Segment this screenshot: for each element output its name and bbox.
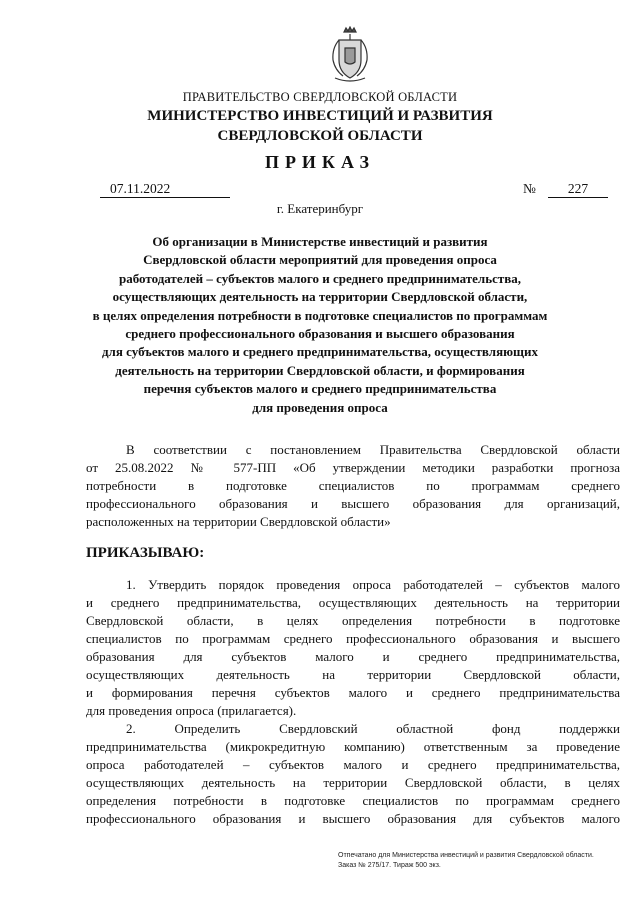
body-line: В соответствии с постановлением Правительства Свердловской области	[126, 442, 620, 457]
body-line: расположенных на территории Свердловской области»	[86, 514, 391, 529]
order-date: 07.11.2022	[100, 181, 230, 198]
body-line: Свердловской области, в целях определения потребности в подготовке	[86, 613, 620, 628]
body-line: и среднего предпринимательства, осуществляющих деятельность на территории	[86, 595, 620, 610]
body-line: определения потребности в подготовке специалистов по программам среднего	[86, 793, 620, 808]
title-line: осуществляющих деятельность на территории Свердловской области,	[112, 289, 528, 305]
ministry-line: МИНИСТЕРСТВО ИНВЕСТИЦИЙ И РАЗВИТИЯ	[147, 108, 493, 124]
body-line: 2. Определить Свердловский областной фонд поддержки	[126, 721, 620, 736]
order-items	[86, 576, 620, 828]
title-line: работодателей – субъектов малого и среднего предпринимательства,	[118, 270, 522, 286]
body-line: потребности в подготовке специалистов по программам среднего	[86, 478, 620, 493]
footer-line: Отпечатано для Министерства инвестиций и развития Свердловской области.	[338, 852, 594, 859]
title-line: для субъектов малого и среднего предпринимательства, осуществляющих	[101, 344, 538, 360]
title-line: для проведения опроса	[252, 399, 388, 415]
ministry-line: СВЕРДЛОВСКОЙ ОБЛАСТИ	[217, 128, 423, 144]
body-line: специалистов по программам среднего профессионального образования и высшего	[86, 631, 620, 646]
body-line: осуществляющих деятельность на территории Свердловской области,	[86, 667, 620, 682]
title-line: Об организации в Министерстве инвестиций и развития	[152, 234, 488, 249]
government-name: ПРАВИТЕЛЬСТВО СВЕРДЛОВСКОЙ ОБЛАСТИ	[182, 90, 458, 104]
decree-heading: ПРИКАЗЫВАЮ:	[86, 545, 205, 561]
date-number-row	[100, 181, 620, 201]
title-line: Свердловской области мероприятий для проведения опроса	[143, 252, 497, 268]
title-line: перечня субъектов малого и среднего предпринимательства	[143, 381, 497, 397]
body-line: от 25.08.2022 № 577-ПП «Об утверждении методики разработки прогноза	[86, 460, 620, 475]
body-line: образования для субъектов малого и среднего предпринимательства,	[86, 649, 620, 664]
coat-of-arms-icon	[327, 26, 373, 82]
ministry-name	[0, 106, 640, 146]
body-line: опроса работодателей – субъектов малого и среднего предпринимательства,	[86, 757, 620, 772]
title-line: среднего профессионального образования и высшего образования	[125, 326, 515, 342]
title-line: в целях определения потребности в подготовке специалистов по программам	[92, 307, 548, 323]
body-line: для проведения опроса (прилагается).	[86, 703, 297, 718]
intro-paragraph	[86, 441, 620, 531]
body-line: осуществляющих деятельность на территории Свердловской области, в целях	[86, 775, 620, 790]
title-line: деятельность на территории Свердловской области, и формирования	[115, 362, 525, 378]
body-line: и формирования перечня субъектов малого и среднего предпринимательства	[86, 685, 620, 700]
order-number: 227	[548, 181, 608, 198]
number-sign: №	[523, 181, 536, 196]
body-line: профессионального образования и высшего образования для субъектов малого	[86, 811, 620, 826]
body-line: предпринимательства (микрокредитную компанию) ответственным за проведение	[86, 739, 620, 754]
body-line: 1. Утвердить порядок проведения опроса работодателей – субъектов малого	[126, 577, 620, 592]
footer-line: Заказ № 275/17. Тираж 500 экз.	[338, 862, 441, 869]
city: г. Екатеринбург	[276, 201, 364, 216]
document-type: ПРИКАЗ	[264, 152, 376, 172]
body-line: профессионального образования и высшего образования для организаций,	[86, 496, 620, 511]
print-footer	[338, 851, 628, 871]
document-title	[80, 233, 560, 417]
